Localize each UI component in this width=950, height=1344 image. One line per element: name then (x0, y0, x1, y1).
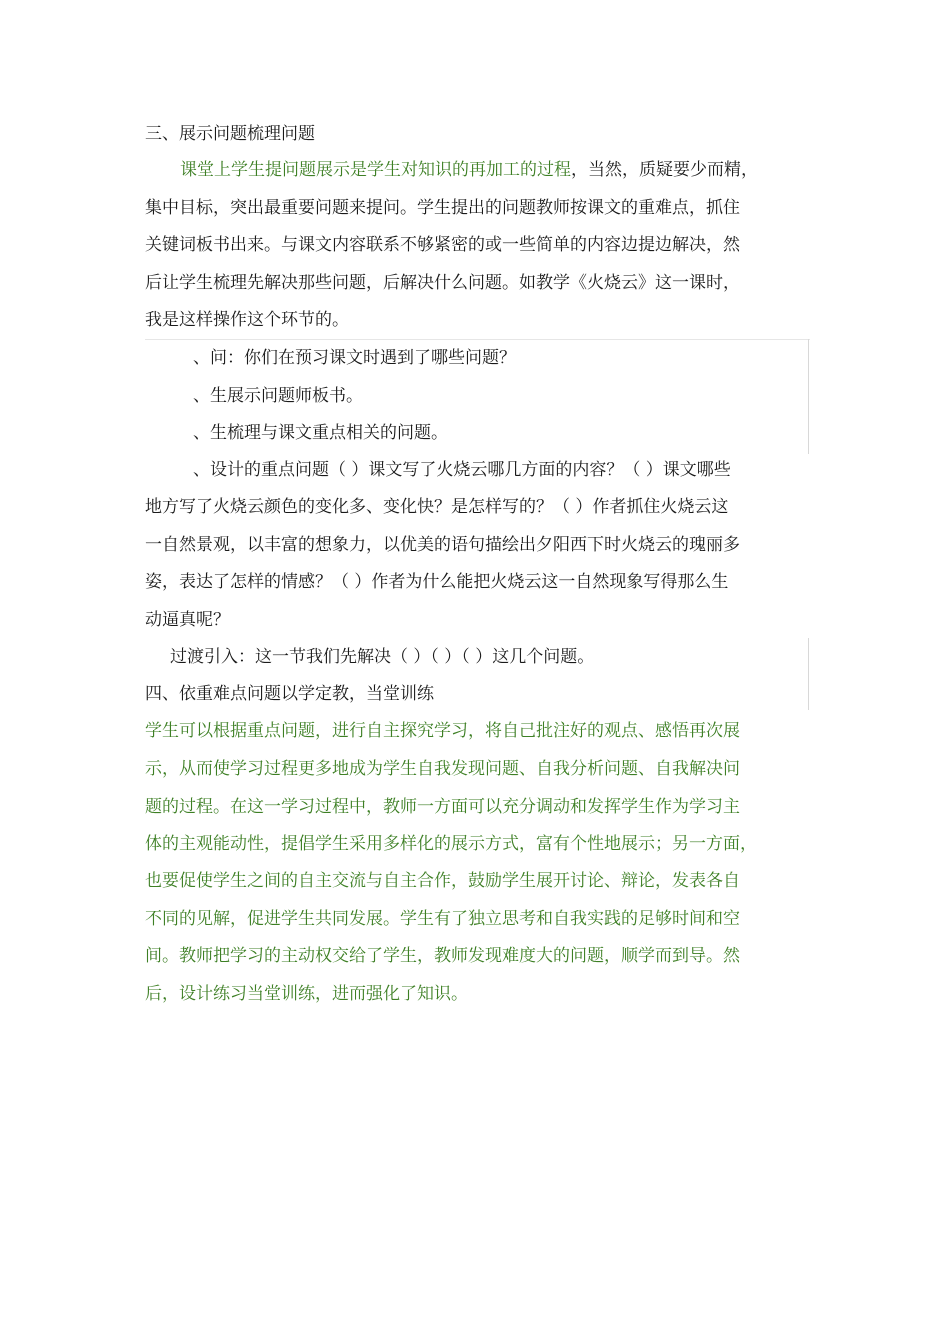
transition-line: 过渡引入：这一节我们先解决（ ）（ ）（ ）这几个问题。 (170, 647, 595, 667)
highlighted-phrase: 课堂上学生提问题展示是学生对知识的再加工的过程 (180, 160, 571, 180)
paragraph-2-line-4: 体的主观能动性，提倡学生采用多样化的展示方式，富有个性地展示；另一方面， (145, 834, 757, 854)
frame-right-rule (808, 339, 809, 454)
step-3: 、生梳理与课文重点相关的问题。 (193, 423, 448, 443)
paragraph-2-line-8: 后，设计练习当堂训练，进而强化了知识。 (145, 984, 468, 1004)
step-4-line-2: 地方写了火烧云颜色的变化多、变化快？是怎样写的？（ ）作者抓住火烧云这 (145, 497, 729, 517)
step-2: 、生展示问题师板书。 (193, 386, 363, 406)
paragraph-1-line-4: 后让学生梳理先解决那些问题，后解决什么问题。如教学《火烧云》这一课时， (145, 273, 740, 293)
section-heading-4: 四、依重难点问题以学定教，当堂训练 (145, 684, 434, 704)
paragraph-2-line-1: 学生可以根据重点问题，进行自主探究学习，将自己批注好的观点、感悟再次展 (145, 721, 740, 741)
paragraph-2-line-6: 不同的见解，促进学生共同发展。学生有了独立思考和自我实践的足够时间和空 (145, 909, 740, 929)
paragraph-1-line-1 (180, 158, 810, 182)
paragraph-1-line-5: 我是这样操作这个环节的。 (145, 310, 349, 330)
paragraph-1-line-1-rest: ，当然，质疑要少而精， (571, 160, 758, 180)
step-1: 、问：你们在预习课文时遇到了哪些问题？ (193, 348, 516, 368)
section-heading-3: 三、展示问题梳理问题 (145, 124, 315, 144)
paragraph-1-line-2: 集中目标，突出最重要问题来提问。学生提出的问题教师按课文的重难点，抓住 (145, 198, 740, 218)
step-4-line-1: 、设计的重点问题（ ）课文写了火烧云哪几方面的内容？（ ）课文哪些 (193, 460, 731, 480)
step-4-line-4: 姿，表达了怎样的情感？（ ）作者为什么能把火烧云这一自然现象写得那么生 (145, 572, 729, 592)
step-4-line-5: 动逼真呢？ (145, 610, 230, 630)
frame-top-rule (145, 339, 810, 340)
paragraph-2-line-2: 示，从而使学习过程更多地成为学生自我发现问题、自我分析问题、自我解决问 (145, 759, 740, 779)
step-4-line-3: 一自然景观，以丰富的想象力，以优美的语句描绘出夕阳西下时火烧云的瑰丽多 (145, 535, 740, 555)
paragraph-2-line-5: 也要促使学生之间的自主交流与自主合作，鼓励学生展开讨论、辩论，发表各自 (145, 871, 740, 891)
paragraph-2-line-7: 间。教师把学习的主动权交给了学生，教师发现难度大的问题，顺学而到导。然 (145, 946, 740, 966)
paragraph-1-line-3: 关键词板书出来。与课文内容联系不够紧密的或一些简单的内容边提边解决，然 (145, 235, 740, 255)
paragraph-2-line-3: 题的过程。在这一学习过程中，教师一方面可以充分调动和发挥学生作为学习主 (145, 797, 740, 817)
